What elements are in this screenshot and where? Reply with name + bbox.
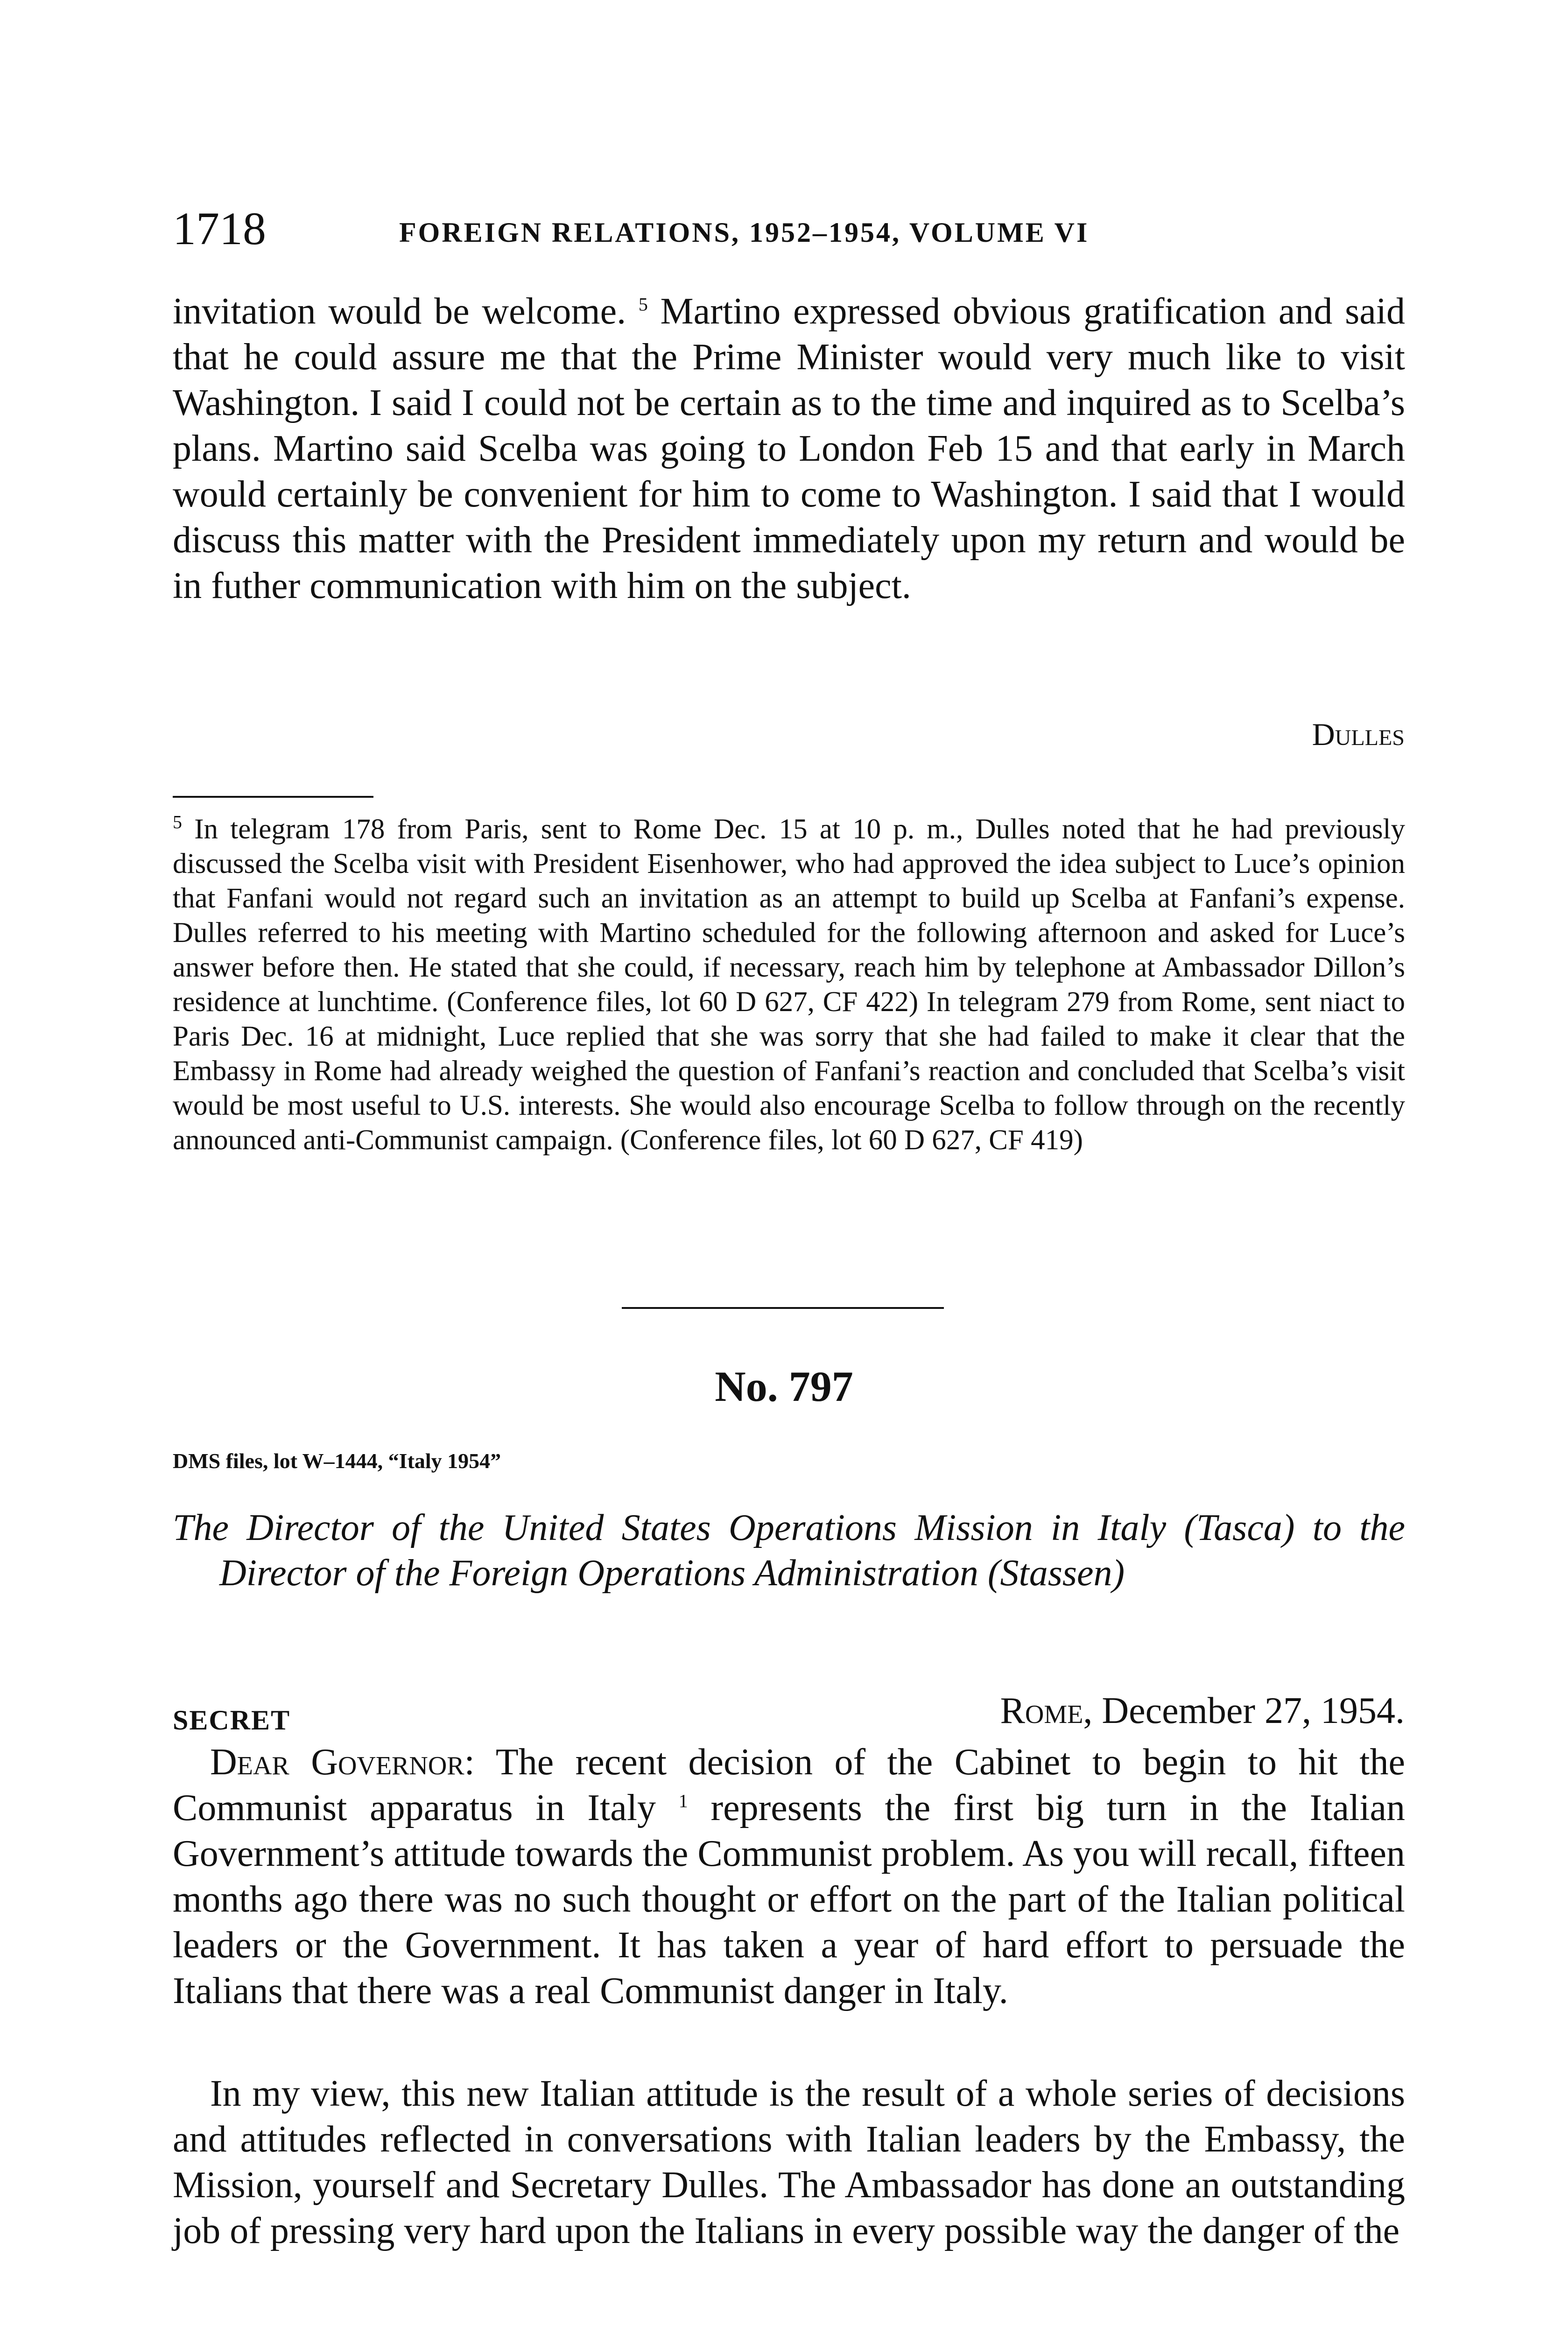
letter-p2-text: In my view, this new Italian attitude is the result of a whole series of decisions and attitudes reflected in conversations with Italian leaders by the Embassy, the Mission, yourself and Secretary Dulles. The Ambassador has done an outstanding job of pressing very hard upon the Italians in every possible way the danger of the [173,2073,1405,2251]
section-divider [622,1307,944,1309]
salutation: Dear Governor: [210,1742,475,1783]
continuation-text-start: invitation would be welcome. [173,291,626,332]
place-date [1000,1687,1405,1734]
signature: Dulles [1312,717,1405,752]
place: Rome, [1000,1690,1093,1731]
letter-paragraph-1 [173,1739,1405,2014]
running-head: FOREIGN RELATIONS, 1952–1954, VOLUME VI [399,217,1090,248]
footnote-ref-5: 5 [638,294,648,315]
footnote-5-text: In telegram 178 from Paris, sent to Rome Dec. 15 at 10 p. m., Dulles noted that he had previously discussed the Scelba visit with President Eisenhower, who had approved the idea subject to Luce’s opinion that Fanfani would not regard such an invitation as an attempt to build up Scelba at Fanfani’s expense. Dulles referred to his meeting with Martino scheduled for the following afternoon and asked for Luce’s answer before then. He stated that she could, if necessary, reach him by telephone at Ambassador Dillon’s residence at lunchtime. (Conference files, lot 60 D 627, CF 422) In telegram 279 from Rome, sent niact to Paris Dec. 16 at midnight, Luce replied that she was sorry that she had failed to make it clear that the Embassy in Rome had already weighed the question of Fanfani’s reaction and concluded that Scelba’s visit would be most useful to U.S. interests. She would also encourage Scelba to follow through on the recently announced anti-Communist campaign. (Conference files, lot 60 D 627, CF 419) [173,814,1405,1156]
document-number: No. 797 [715,1363,853,1410]
source-note: DMS files, lot W–1444, “Italy 1954” [173,1449,501,1473]
footnote-divider [173,796,373,798]
classification: SECRET [173,1705,291,1736]
document-title [173,1505,1405,1596]
footnote-ref-1: 1 [678,1790,688,1812]
letter-p1-end: represents the first big turn in the Italian Government’s attitude towards the Communist problem. As you will recall, fifteen months ago there was no such thought or effort on the part of the Italian political leaders or the Government. It has taken a year of hard effort to persuade the Italians that there was a real Communist danger in Italy. [173,1787,1406,2011]
page-header [173,201,1405,261]
footnote-marker-5: 5 [173,811,182,833]
continuation-paragraph [173,288,1405,609]
continuation-text-end: Martino expressed obvious gratification and said that he could assure me that the Prime Minister would very much like to visit Washington. I said I could not be certain as to the time and inquired as to Scelba’s plans. Martino said Scelba was going to London Feb 15 and that early in March would certainly be convenient for him to come to Washington. I said that I would discuss this matter with the President immediately upon my return and would be in futher communication with him on the subject. [173,291,1406,606]
date: December 27, 1954. [1102,1690,1405,1731]
document-title-text: The Director of the United States Operations Mission in Italy (Tasca) to the Director of the Foreign Operations Administration (Stassen) [173,1507,1405,1594]
letter-p1-start: The recent decision of the Cabinet to begin to hit the Communist apparatus in Italy [173,1742,1405,1828]
footnote-5 [173,812,1405,1158]
page-number: 1718 [173,203,266,254]
letter-paragraph-2 [173,2071,1405,2254]
